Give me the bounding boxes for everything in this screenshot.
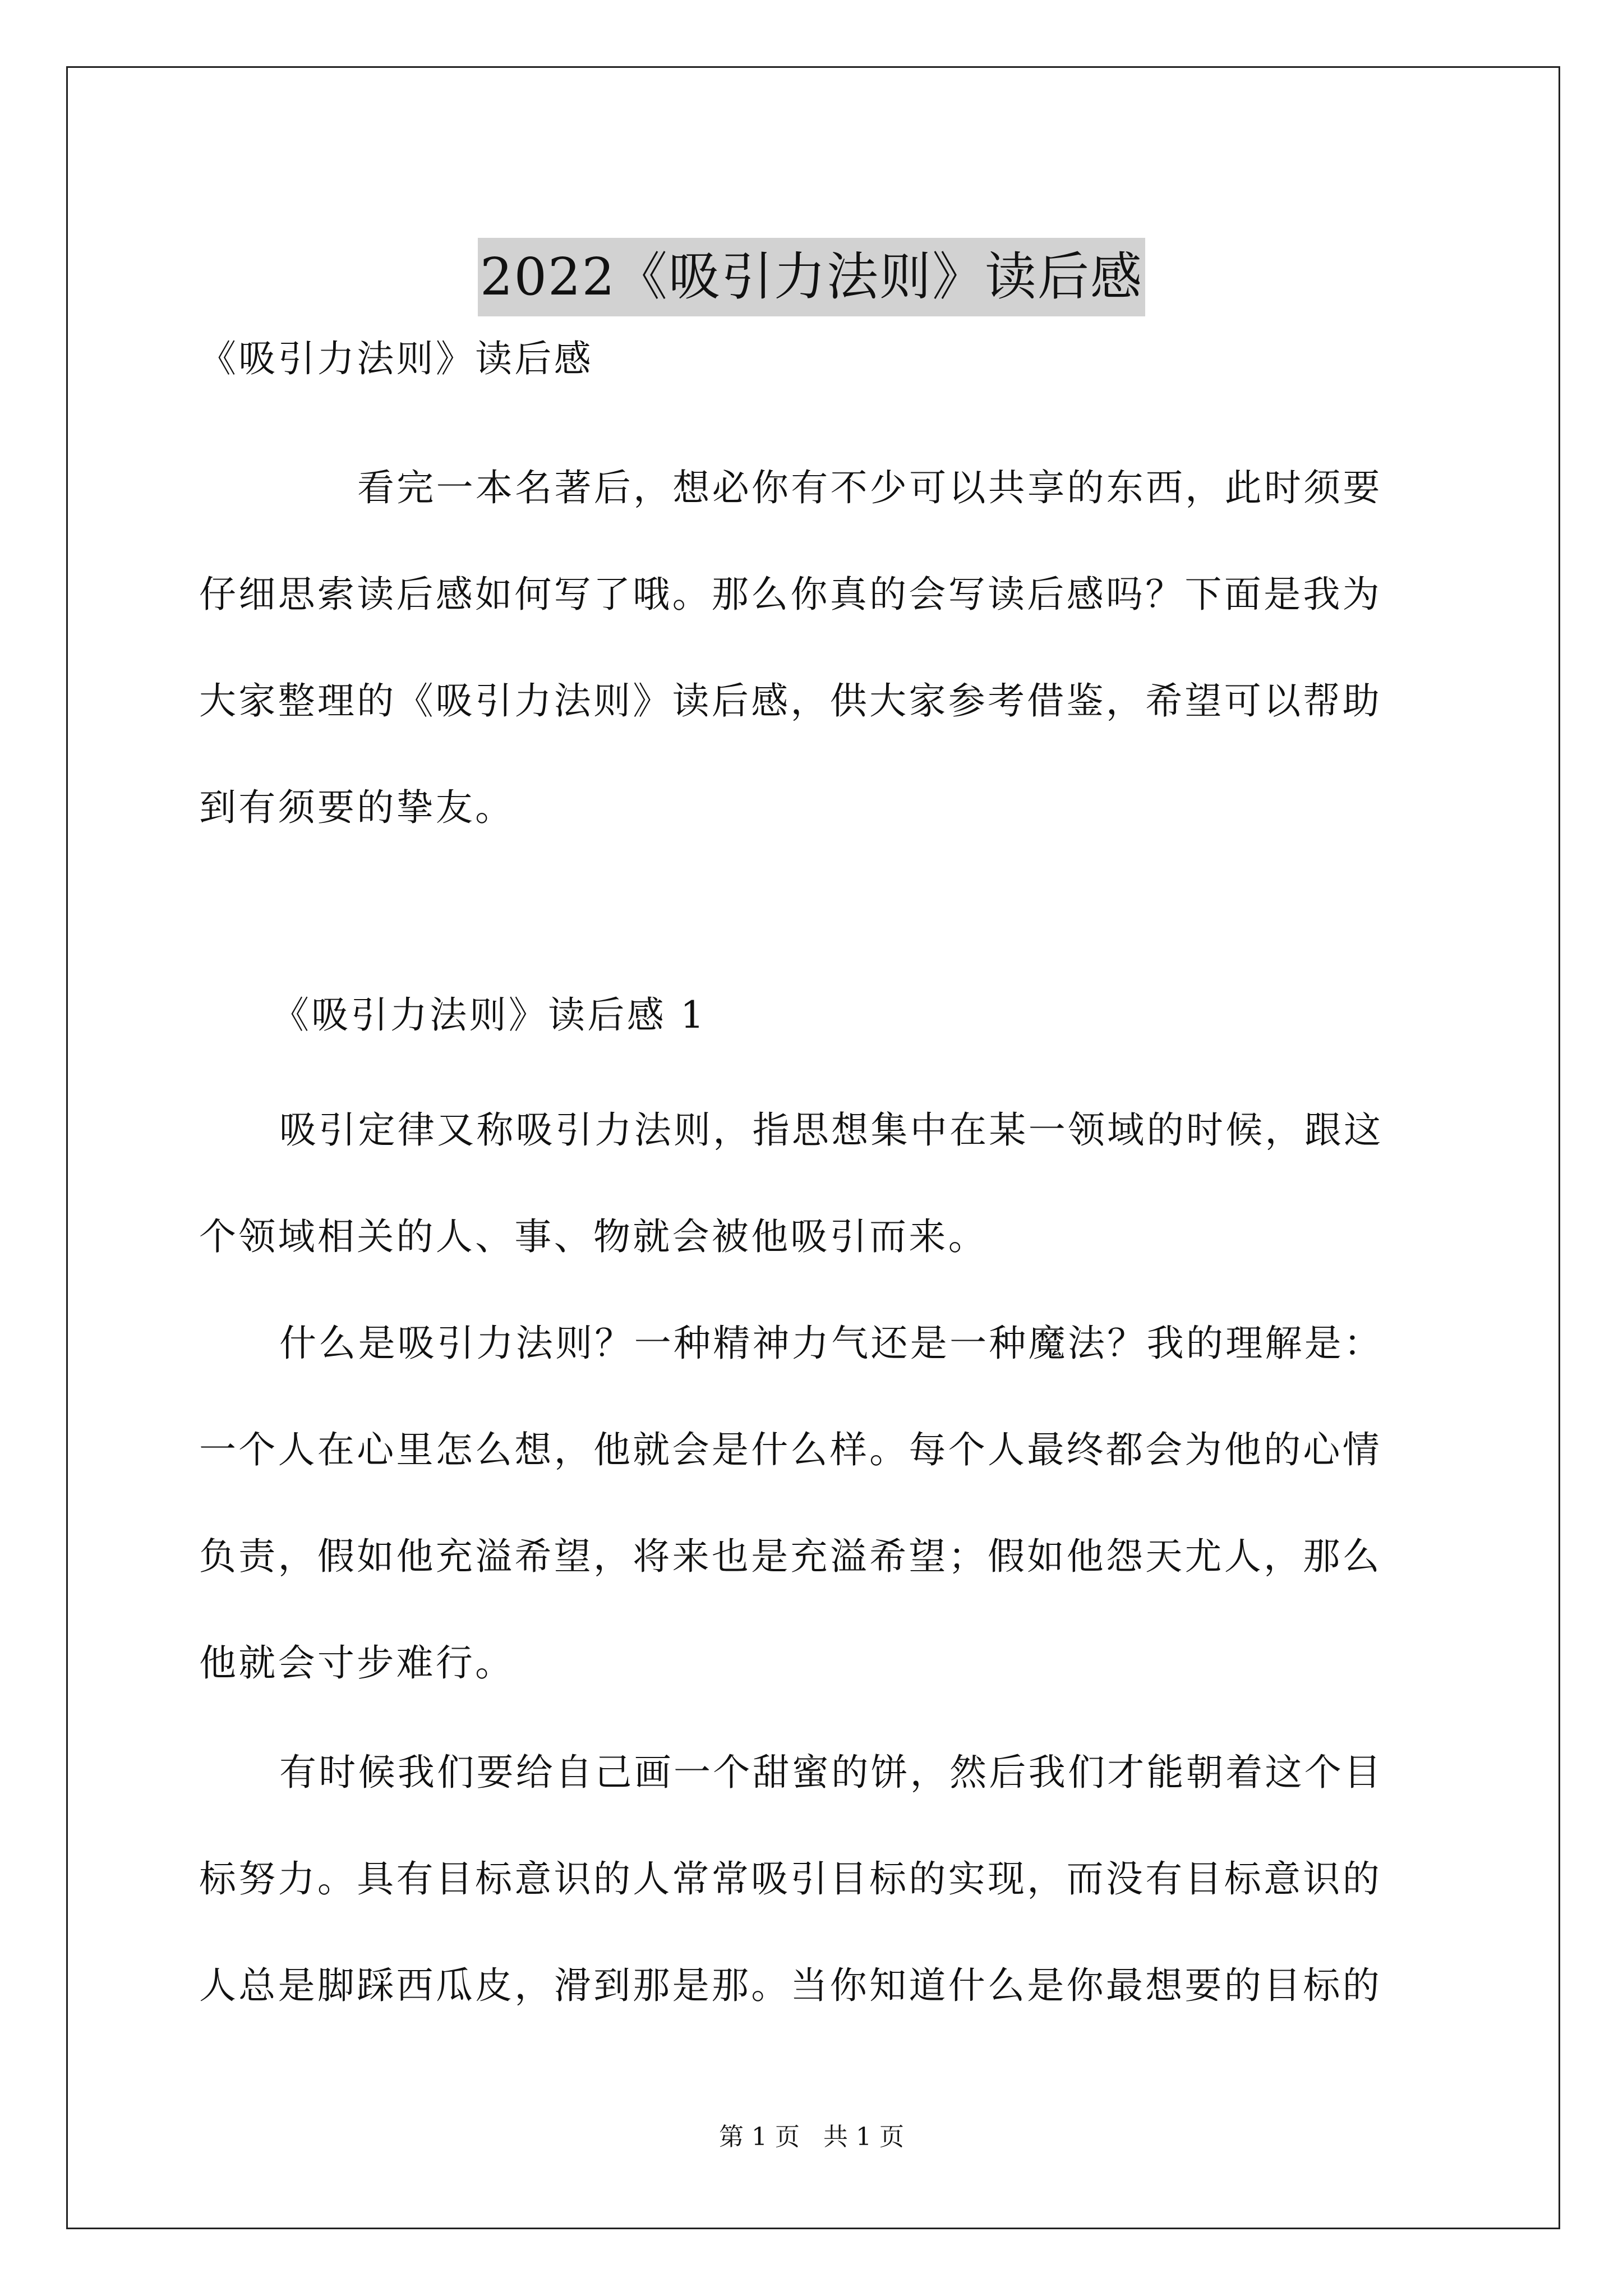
intro-line-4: 到有须要的挚友。 <box>199 786 515 829</box>
intro-line-3: 大家整理的《吸引力法则》读后感，供大家参考借鉴，希望可以帮助 <box>199 679 1382 723</box>
page-footer <box>0 2120 1623 2154</box>
body-line-5: 负责，假如他充溢希望，将来也是充溢希望；假如他怨天尤人，那么 <box>199 1535 1382 1578</box>
page-number: 第 1 页 <box>719 2123 800 2151</box>
page-total: 共 1 页 <box>823 2123 904 2151</box>
document-subtitle: 《吸引力法则》读后感 <box>199 337 593 380</box>
document-title: 2022《吸引力法则》读后感 <box>478 238 1145 316</box>
body-line-1: 吸引定律又称吸引力法则，指思想集中在某一领域的时候，跟这 <box>279 1108 1384 1152</box>
intro-line-1: 看完一本名著后，想必你有不少可以共享的东西，此时须要 <box>357 466 1382 509</box>
section-heading: 《吸引力法则》读后感 1 <box>272 993 707 1037</box>
body-line-2: 个领域相关的人、事、物就会被他吸引而来。 <box>199 1215 988 1258</box>
title-container <box>0 203 1623 351</box>
body-line-9: 人总是脚踩西瓜皮，滑到那是那。当你知道什么是你最想要的目标的 <box>199 1964 1382 2007</box>
body-line-7: 有时候我们要给自己画一个甜蜜的饼，然后我们才能朝着这个目 <box>279 1751 1384 1794</box>
body-line-4: 一个人在心里怎么想，他就会是什么样。每个人最终都会为他的心情 <box>199 1428 1382 1471</box>
intro-line-2: 仔细思索读后感如何写了哦。那么你真的会写读后感吗？下面是我为 <box>199 573 1382 616</box>
body-line-6: 他就会寸步难行。 <box>199 1641 515 1685</box>
body-line-3: 什么是吸引力法则？一种精神力气还是一种魔法？我的理解是： <box>279 1322 1384 1365</box>
body-line-8: 标努力。具有目标意识的人常常吸引目标的实现，而没有目标意识的 <box>199 1857 1382 1901</box>
